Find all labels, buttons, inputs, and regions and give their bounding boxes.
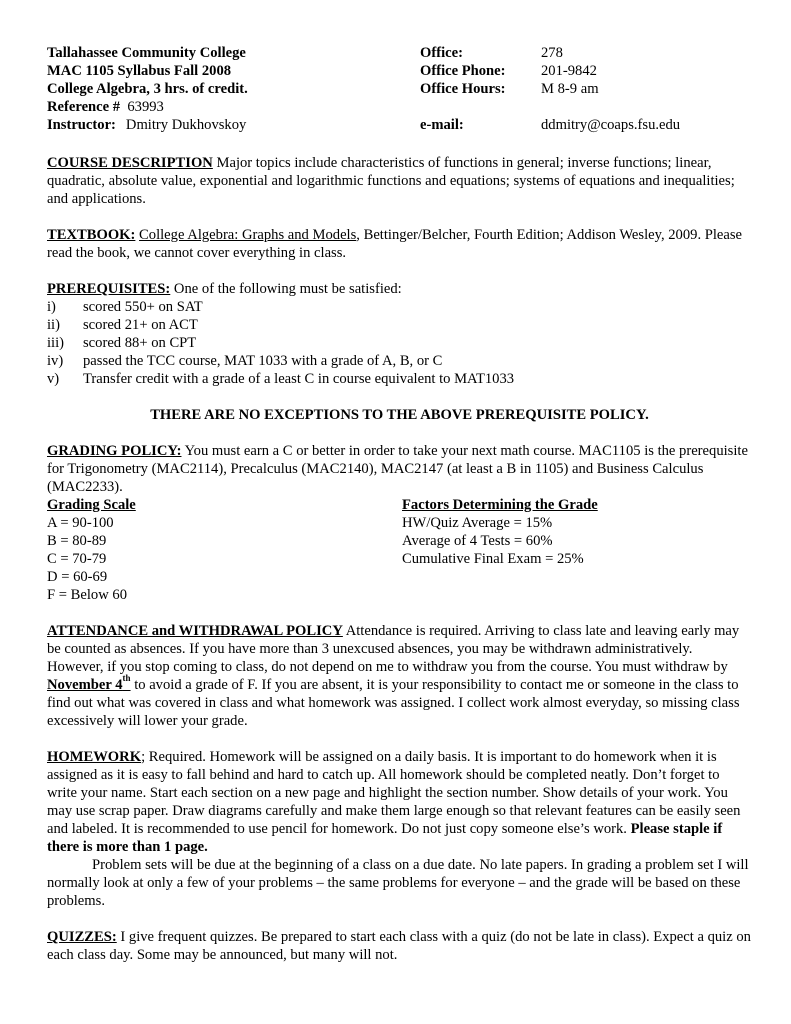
email-label: e-mail:	[420, 117, 464, 133]
attendance-text-2: to avoid a grade of F. If you are absent, it is your responsibility to contact me or someone in the class to find out what was covered in class and what homework was assigned. I collect work almost everyday, so missing class excessively will lower your grade.	[47, 677, 740, 729]
homework-heading: HOMEWORK	[47, 749, 142, 765]
textbook-title: College Algebra: Graphs and Models	[139, 227, 357, 243]
college-name: Tallahassee Community College	[47, 45, 246, 61]
problem-sets-paragraph: Problem sets will be due at the beginning of a class on a due date. No late papers. In grading a problem set I will normally look at only a few of your problems – the same problems for everyone – and the grade will be based on these problems.	[47, 857, 749, 909]
textbook-section	[47, 226, 752, 262]
textbook-heading: TEXTBOOK:	[47, 227, 136, 243]
list-item: Cumulative Final Exam = 25%	[402, 551, 584, 567]
quizzes-text: I give frequent quizzes. Be prepared to start each class with a quiz (do not be late in class). Expect a quiz on each class day. Some may be announced, but many will not.	[47, 929, 751, 963]
grading-policy	[47, 442, 752, 496]
instructor-label: Instructor:	[47, 117, 116, 133]
header-left	[47, 44, 248, 134]
prerequisites-list	[47, 298, 752, 388]
prerequisite-notice: THERE ARE NO EXCEPTIONS TO THE ABOVE PREREQUISITE POLICY.	[150, 407, 649, 423]
reference-label: Reference #	[47, 99, 121, 115]
header-block	[47, 44, 752, 136]
instructor-line	[47, 116, 248, 134]
email-value: ddmitry@coaps.fsu.edu	[541, 117, 681, 133]
course-credit: College Algebra, 3 hrs. of credit.	[47, 81, 248, 97]
attendance-policy	[47, 622, 752, 730]
attendance-heading: ATTENDANCE and WITHDRAWAL POLICY	[47, 623, 343, 639]
quizzes-section	[47, 928, 752, 964]
grading-policy-heading: GRADING POLICY:	[47, 443, 182, 459]
homework-text: ; Required. Homework will be assigned on a daily basis. It is important to do homework when it is assigned as it is easy to fall behind and hard to catch up. All homework should be completed neatly. Don’t forget to write your name. Start each section on a new page and highlight the section number. Show details of your work. You may use scrap paper. Draw diagrams carefully and make them large enough so that relevant features can be easily seen and labeled. It is recommended to use pencil for homework. Do not just copy someone else’s work.	[47, 749, 741, 837]
course-description	[47, 154, 752, 208]
grading-scale-heading: Grading Scale	[47, 497, 136, 513]
list-item: iv) passed the TCC course, MAT 1033 with a grade of A, B, or C	[47, 353, 443, 369]
course-description-heading: COURSE DESCRIPTION	[47, 155, 213, 171]
list-item: ii) scored 21+ on ACT	[47, 317, 198, 333]
phone-label: Office Phone:	[420, 63, 506, 79]
course-description-text: Major topics include characteristics of functions in general; inverse functions; linear, quadratic, absolute value, exponential and logarithmic functions and equations; systems of equations and inequalities; and applications.	[47, 155, 735, 207]
list-item: D = 60-69	[47, 569, 108, 585]
grade-columns	[47, 496, 752, 604]
grade-factors-heading: Factors Determining the Grade	[402, 497, 598, 513]
grading-policy-text: You must earn a C or better in order to take your next math course. MAC1105 is the prerequisite for Trigonometry (MAC2114), Precalculus (MAC2140), MAC2147 (at least a B in 1105) and Business Calculus (MAC2233).	[47, 443, 748, 495]
hours-value: M 8-9 am	[541, 81, 599, 97]
phone-value: 201-9842	[541, 63, 597, 79]
list-item: HW/Quiz Average = 15%	[402, 515, 553, 531]
course-title: MAC 1105 Syllabus Fall 2008	[47, 63, 232, 79]
list-item: v) Transfer credit with a grade of a least C in course equivalent to MAT1033	[47, 371, 515, 387]
reference-value: 63993	[127, 99, 164, 115]
list-item: B = 80-89	[47, 533, 107, 549]
prerequisites-heading: PREREQUISITES:	[47, 281, 171, 297]
prerequisites-intro: One of the following must be satisfied:	[170, 281, 402, 297]
office-label: Office:	[420, 45, 463, 61]
header-values	[541, 44, 680, 134]
list-item: F = Below 60	[47, 587, 127, 603]
list-item: iii) scored 88+ on CPT	[47, 335, 197, 351]
grading-scale	[47, 496, 136, 604]
homework-section	[47, 748, 752, 856]
list-item: C = 70-79	[47, 551, 107, 567]
prerequisites-section	[47, 280, 752, 298]
withdraw-date: November 4th	[47, 673, 131, 693]
document-body	[47, 44, 752, 964]
textbook-text: , Bettinger/Belcher, Fourth Edition; Addison Wesley, 2009. Please read the book, we cannot cover everything in class.	[47, 227, 743, 261]
reference-line	[47, 98, 248, 116]
list-item: A = 90-100	[47, 515, 114, 531]
office-value: 278	[541, 45, 563, 61]
instructor-value: Dmitry Dukhovskoy	[125, 117, 247, 133]
quizzes-heading: QUIZZES:	[47, 929, 117, 945]
grade-factors	[402, 496, 598, 568]
header-labels	[420, 44, 506, 134]
list-item: Average of 4 Tests = 60%	[402, 533, 553, 549]
hours-label: Office Hours:	[420, 81, 506, 97]
homework-staple-note: Please staple if there is more than 1 page.	[47, 821, 723, 855]
list-item: i) scored 550+ on SAT	[47, 299, 203, 315]
attendance-text-1: Attendance is required. Arriving to class late and leaving early may be counted as absences. If you have more than 3 unexcused absences, you may be withdrawn administratively. However, if you stop coming to class, do not depend on me to withdraw you from the course. You must withdraw by	[47, 623, 740, 675]
